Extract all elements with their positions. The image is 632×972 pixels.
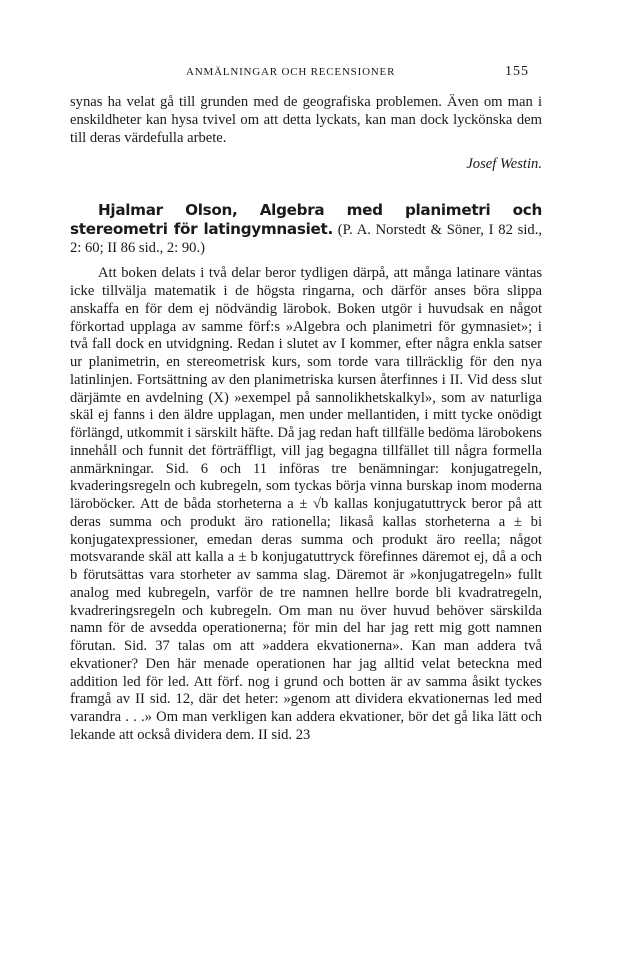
running-title: ANMÄLNINGAR OCH RECENSIONER: [186, 66, 396, 78]
page-body: [70, 94, 542, 745]
spacer: [70, 257, 542, 265]
previous-review-ending: synas ha velat gå till grunden med de geografiska problemen. Även om man i enskildheter kan hysa tvivel om att detta lyckats, kan man dock lyckönska dem till deras värdefulla arbete.: [70, 94, 542, 146]
review-body: Att boken delats i två delar beror tydligen därpå, att många latinare väntas icke tillvälja matematik i de högsta ringarna, och därför anses böra slippa anskaffa en för dem ej nödvändig lärobok. Boken utgör i huvudsak en något förkortad upplaga av samme förf:s »Algebra och planimetri för gymnasiet»; i två fall dock en utvidgning. Redan i slutet av I kommer, efter några enkla satser ur planimetrin, en stereometrisk kurs, som torde vara tillräcklig för den nya latinlinjen. Fortsättning av den planimetriska kursen återfinnes i II. Vid dess slut därjämte en avdelning (X) »exempel på sannolikhetskalkyl», som av naturliga skäl ej fanns i den äldre upplagan, men under mellantiden, i mitt tycke onödigt förlängd, utkommit i särskilt häfte. Då jag redan haft tillfälle bedöma lärobokens innehåll och funnit det förträffligt, vill jag begagna tillfället till några formella anmärkningar. Sid. 6 och 11 införas tre benämningar: konjugatregeln, kvaderingsregeln och kubregeln, som tyckas börja vinna burskap inom moderna läroböcker. Att de båda storheterna a ± √b kallas konjugatuttryck beror på att deras summa och produkt äro rationella; likaså kallas storheterna a ± bi konjugatexpressioner, emedan deras summa och produkt äro reella; något motsvarande skäl att kalla a ± b konjugatuttryck förefinnes däremot ej, då a och b förutsättas vara storheter av samma slag. Däremot är »konjugatregeln» fullt analog med kubregeln, varför de tre namnen hellre borde bli kvadratregeln, kvadreringsregeln och kubregeln. Om man nu över huvud behöver särskilda namn för de avsedda operationerna; för min del har jag rett mig gott namnen förutan. Sid. 37 talas om att »addera ekvationerna». Kan man addera två ekvationer? Den här menade operationen har jag alltid velat beteckna med addition led för led. Att förf. nog i grund och botten är av samma åsikt tyckes framgå av II sid. 12, där det heter: »genom att dividera ekvationernas led med varandra . . .» Om man verkligen kan addera ekvationer, bör det gå lika lätt och lekande att också dividera dem. II sid. 23: [70, 265, 542, 743]
reviewer-signature: Josef Westin.: [466, 156, 542, 173]
review-heading: [70, 202, 542, 257]
publication-info: (P. A. Norstedt & Söner, I 82 sid., 2: 60; II 86 sid., 2: 90.): [70, 221, 543, 256]
page-number: 155: [505, 64, 529, 79]
review-title: Hjalmar Olson, Algebra med planimetri och stereometri för latingymnasiet.: [70, 201, 542, 238]
page-header: [0, 64, 632, 84]
